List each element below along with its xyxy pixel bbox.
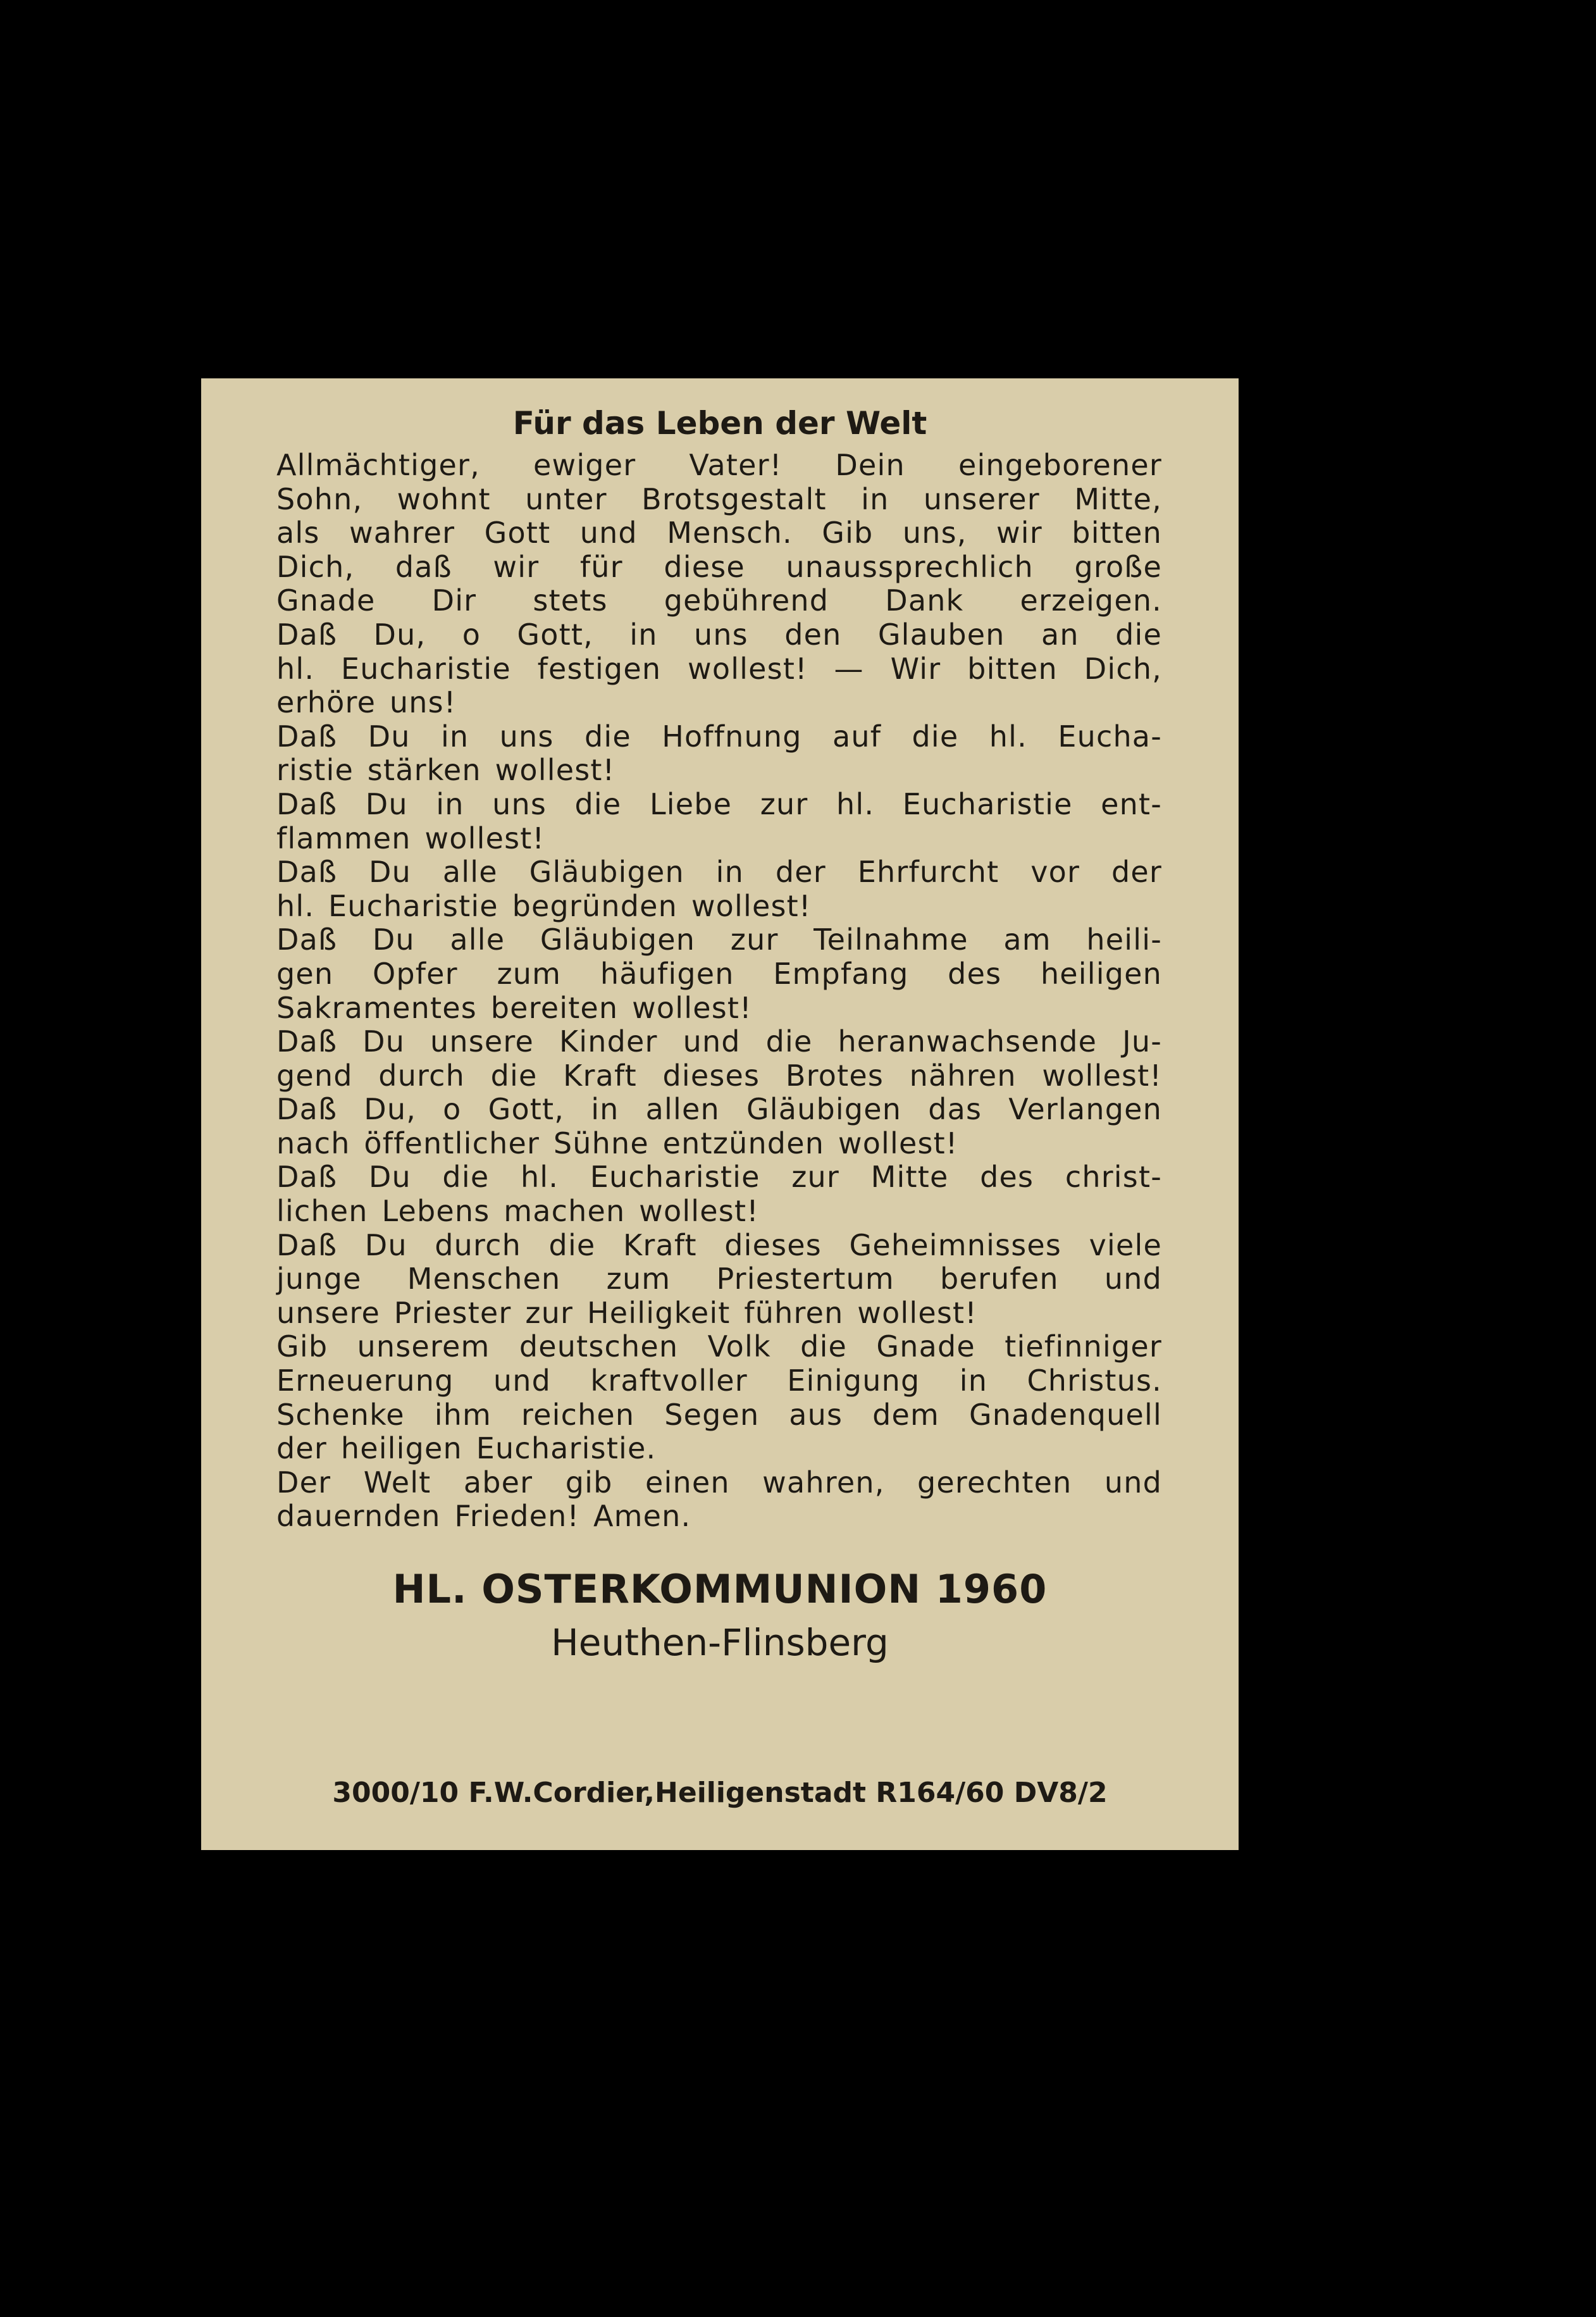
prayer-line: als wahrer Gott und Mensch. Gib uns, wir bitten (276, 516, 1162, 550)
prayer-line: erhöre uns! (276, 685, 457, 720)
prayer-line: Daß Du in uns die Hoffnung auf die hl. Eucha- (276, 719, 1162, 754)
prayer-line: Gnade Dir stets gebührend Dank erzeigen. (276, 583, 1162, 618)
prayer-line: Daß Du unsere Kinder und die heranwachsende Ju- (276, 1024, 1162, 1059)
prayer-line: Der Welt aber gib einen wahren, gerechten und (276, 1465, 1162, 1500)
prayer-line: Daß Du durch die Kraft dieses Geheimnisses viele (276, 1227, 1162, 1262)
prayer-line: junge Menschen zum Priestertum berufen und (276, 1262, 1162, 1296)
card-title: Für das Leben der Welt (512, 405, 927, 442)
prayer-line: Daß Du alle Gläubigen in der Ehrfurcht vor der (276, 855, 1162, 890)
parish-name: Heuthen-Flinsberg (551, 1621, 889, 1664)
prayer-line: dauernden Frieden! Amen. (276, 1499, 691, 1534)
prayer-line: flammen wollest! (276, 821, 545, 855)
prayer-line: Gib unserem deutschen Volk die Gnade tiefinniger (276, 1329, 1162, 1364)
prayer-line: Daß Du in uns die Liebe zur hl. Eucharistie ent- (276, 786, 1162, 821)
occasion-heading: HL. OSTERKOMMUNION 1960 (392, 1566, 1048, 1612)
prayer-line: Daß Du, o Gott, in allen Gläubigen das Verlangen (276, 1092, 1162, 1127)
prayer-line: unsere Priester zur Heiligkeit führen wollest! (276, 1295, 977, 1330)
prayer-line: hl. Eucharistie festigen wollest! — Wir bitten Dich, (276, 651, 1162, 686)
prayer-line: ristie stärken wollest! (276, 753, 616, 788)
prayer-line: hl. Eucharistie begründen wollest! (276, 888, 812, 923)
prayer-line: Allmächtiger, ewiger Vater! Dein eingeborener (276, 448, 1162, 482)
prayer-line: Sakramentes bereiten wollest! (276, 990, 752, 1025)
prayer-line: gen Opfer zum häufigen Empfang des heiligen (276, 956, 1162, 991)
printer-imprint: 3000/10 F.W.Cordier,Heiligenstadt R164/60 DV8/2 (332, 1777, 1108, 1809)
prayer-line: der heiligen Eucharistie. (276, 1431, 657, 1466)
prayer-text (276, 449, 1162, 1534)
prayer-line: lichen Lebens machen wollest! (276, 1194, 759, 1229)
prayer-line: Daß Du, o Gott, in uns den Glauben an die (276, 617, 1162, 652)
prayer-line: Daß Du die hl. Eucharistie zur Mitte des christ- (276, 1160, 1162, 1195)
prayer-line: Sohn, wohnt unter Brotsgestalt in unserer Mitte, (276, 481, 1162, 516)
prayer-card (201, 378, 1239, 1850)
prayer-line: Daß Du alle Gläubigen zur Teilnahme am heili- (276, 922, 1162, 957)
prayer-line: Dich, daß wir für diese unaussprechlich große (276, 549, 1162, 584)
prayer-line: Erneuerung und kraftvoller Einigung in Christus. (276, 1363, 1162, 1398)
prayer-line: gend durch die Kraft dieses Brotes nähren wollest! (276, 1058, 1162, 1093)
prayer-line: Schenke ihm reichen Segen aus dem Gnadenquell (276, 1397, 1162, 1432)
prayer-line: nach öffentlicher Sühne entzünden wollest! (276, 1126, 958, 1160)
